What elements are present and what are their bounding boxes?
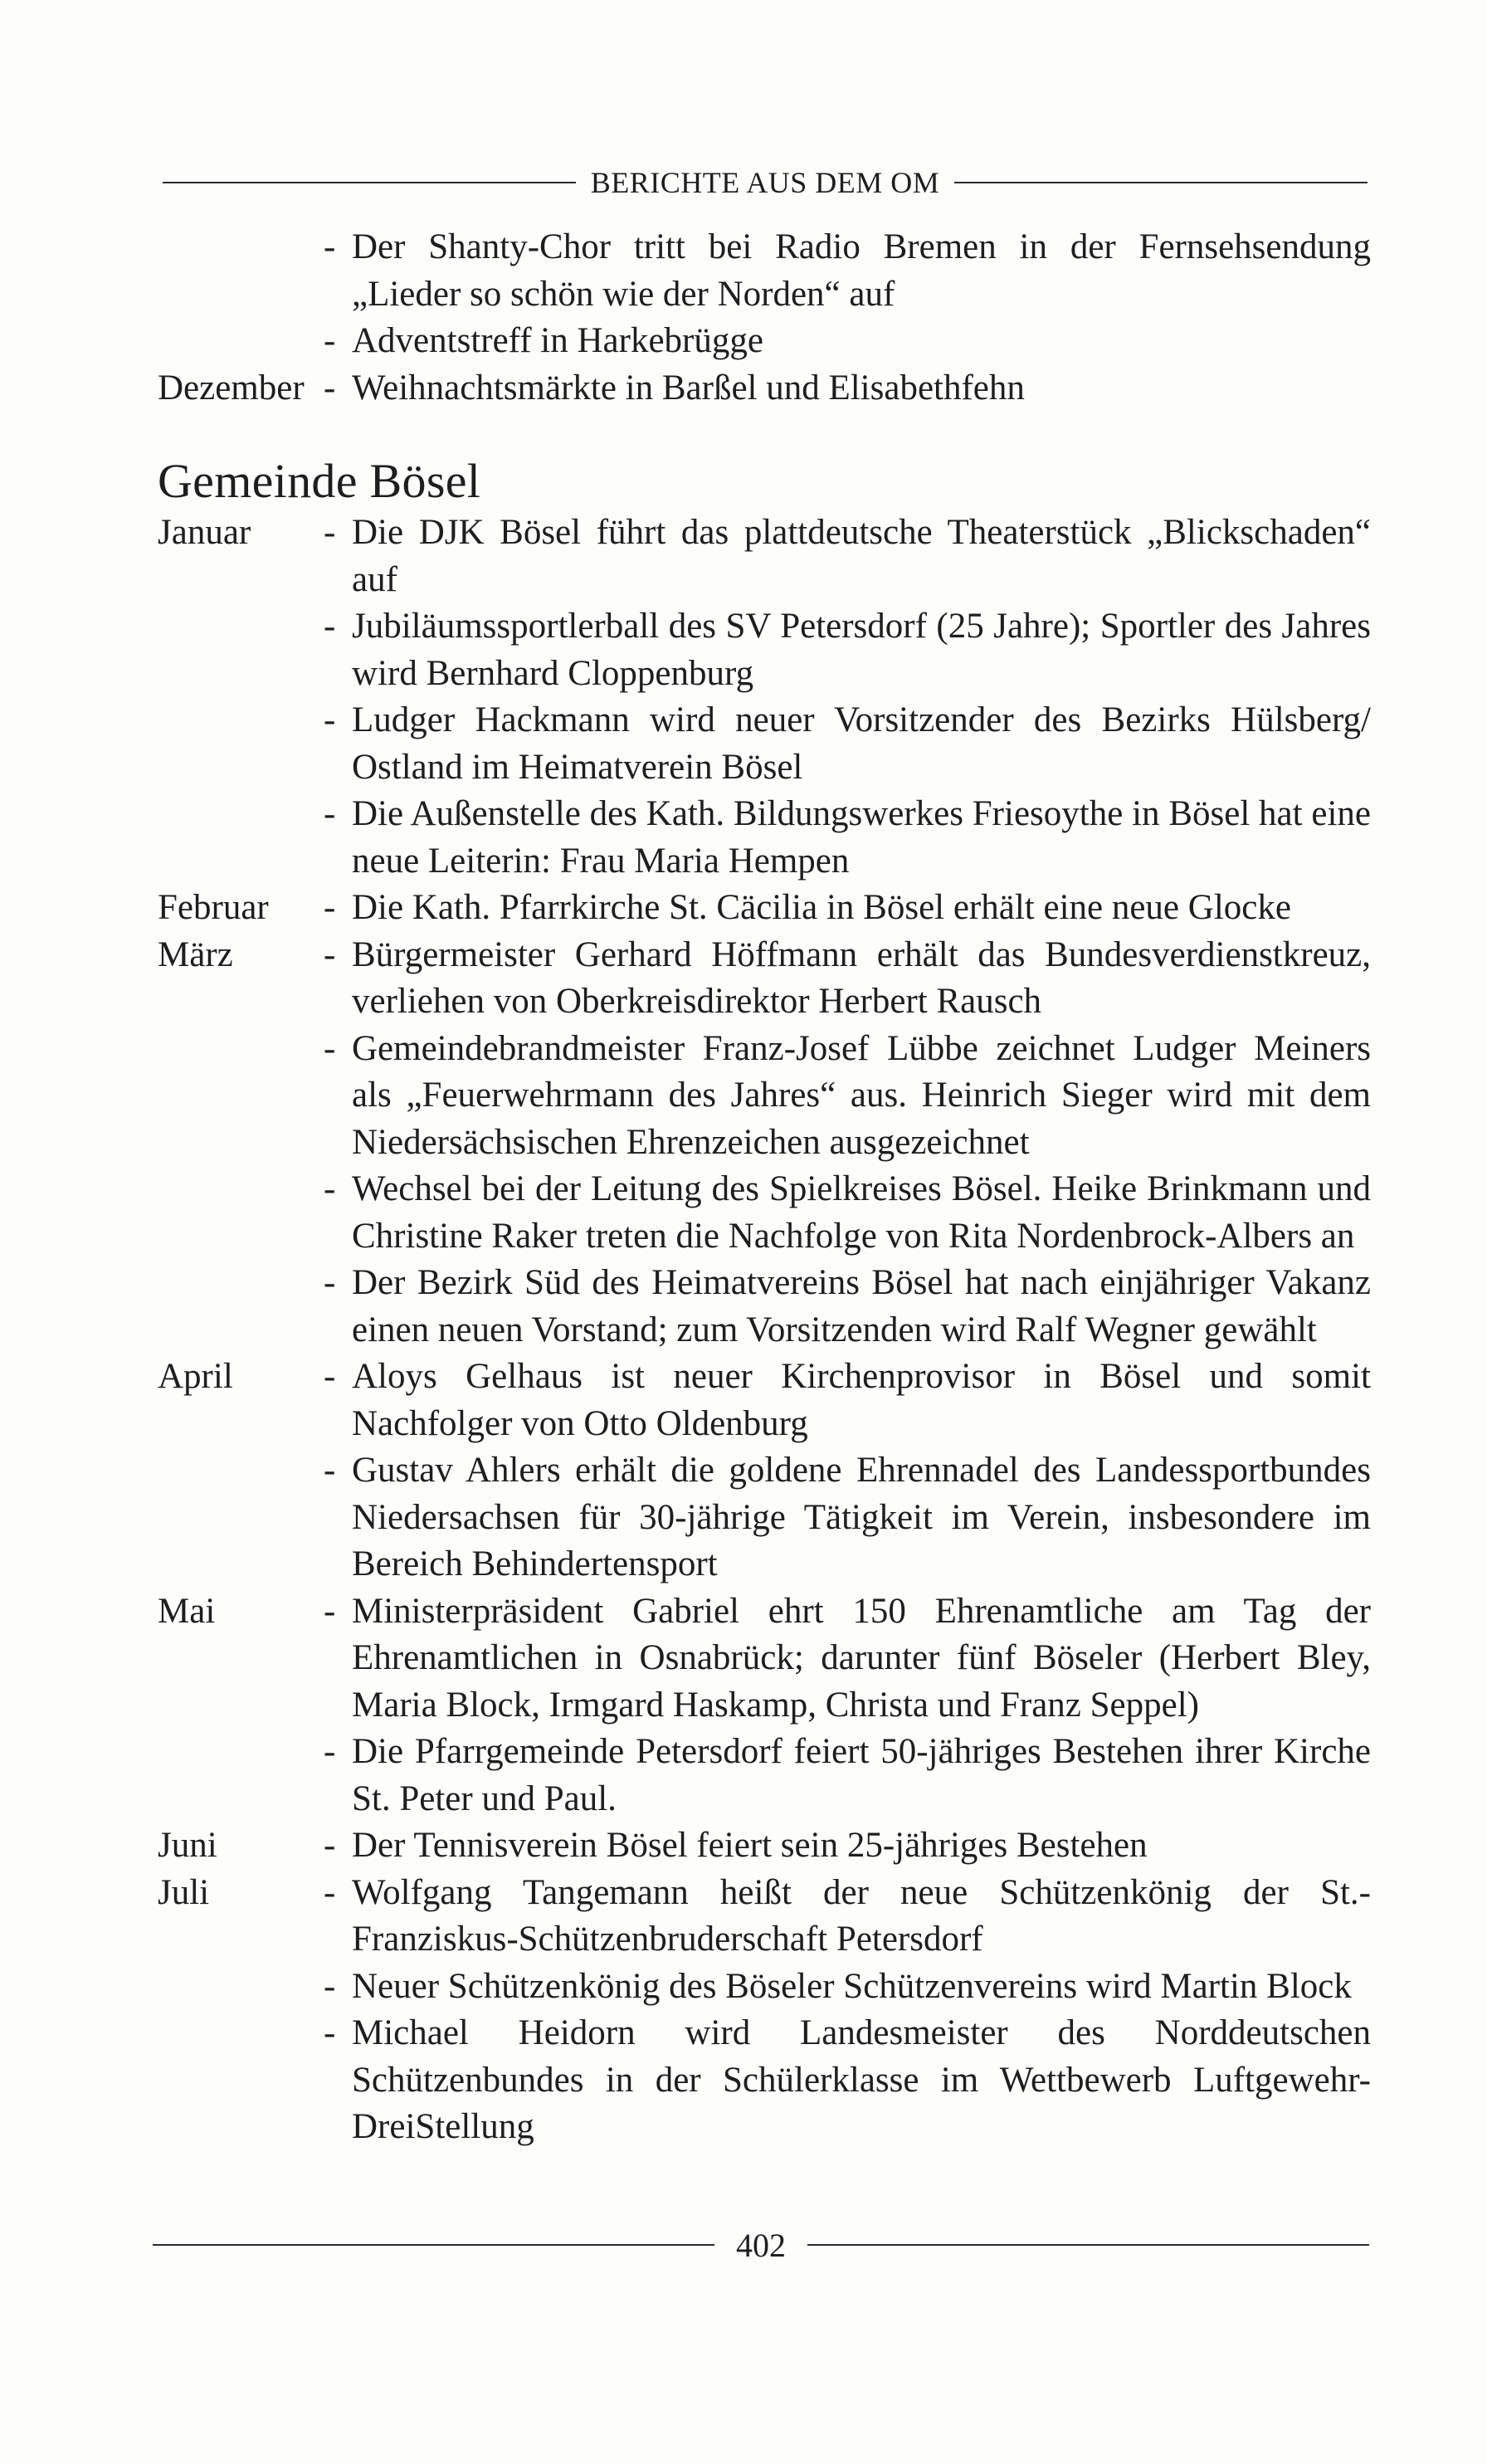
dash-bullet: -	[324, 513, 336, 552]
list-item	[158, 224, 1371, 318]
section-entries	[158, 510, 1371, 2151]
entry-text: Der Tennisverein Bösel feiert sein 25-jähriges Bestehen	[352, 1826, 1148, 1865]
entry-text: Gemeindebrandmeister Franz-Josef Lübbe zeichnet Ludger Meiners als „Feuerwehrmann des Jahres“ aus. Heinrich Sieger wird mit dem Niedersächsischen Ehrenzeichen ausgezeichnet	[352, 1028, 1371, 1162]
dash-bullet: -	[324, 1357, 336, 1396]
list-item	[158, 1447, 1371, 1588]
list-item	[158, 1729, 1371, 1822]
running-header	[163, 163, 1368, 202]
dash-bullet: -	[324, 1732, 336, 1771]
list-item	[158, 1260, 1371, 1354]
month-label: Februar	[158, 888, 269, 927]
entry-text: Die Außenstelle des Kath. Bildungswerkes Friesoythe in Bösel hat eine neue Leiterin: Frau Maria Hempen	[352, 794, 1371, 881]
dash-bullet: -	[324, 607, 336, 646]
dash-bullet: -	[324, 1028, 336, 1068]
list-item	[158, 932, 1371, 1026]
list-item	[158, 2010, 1371, 2151]
list-item	[158, 1870, 1371, 1964]
header-rule-left	[163, 182, 576, 183]
entry-text: Gustav Ahlers erhält die goldene Ehrennadel des Landessportbundes Niedersachsen für 30-jährige Tätigkeit im Verein, insbesondere im Bereich Behindertensport	[352, 1451, 1371, 1583]
list-item	[158, 365, 1371, 412]
list-item	[158, 318, 1371, 365]
carryover-list	[158, 224, 1371, 412]
dash-bullet: -	[324, 1451, 336, 1490]
dash-bullet: -	[324, 2013, 336, 2052]
entry-text: Neuer Schützenkönig des Böseler Schützenvereins wird Martin Block	[352, 1966, 1352, 2006]
entry-text: Bürgermeister Gerhard Höffmann erhält das Bundesverdienstkreuz, verliehen von Oberkreisdirektor Herbert Rausch	[352, 934, 1371, 1021]
entry-text: Ministerpräsident Gabriel ehrt 150 Ehrenamtliche am Tag der Ehrenamtlichen in Osnabrück; darunter fünf Böseler (Herbert Bley, Maria Block, Irmgard Haskamp, Christa und Franz Seppel)	[352, 1591, 1371, 1725]
month-label: Juni	[158, 1826, 217, 1865]
entry-text: Der Bezirk Süd des Heimatvereins Bösel hat nach einjähriger Vakanz einen neuen Vorstand; zum Vorsitzenden wird Ralf Wegner gewählt	[352, 1263, 1371, 1349]
entry-text: Der Shanty-Chor tritt bei Radio Bremen in der Fernsehsendung „Lieder so schön wie der Norden“ auf	[352, 227, 1371, 314]
list-item	[158, 1026, 1371, 1167]
running-footer	[153, 2224, 1369, 2266]
list-item	[158, 1964, 1371, 2011]
month-label: Dezember	[158, 368, 305, 407]
dash-bullet: -	[324, 321, 336, 360]
list-item	[158, 885, 1371, 932]
month-label: März	[158, 934, 233, 974]
entry-text: Adventstreff in Harkebrügge	[352, 321, 763, 360]
chronicle-content	[158, 224, 1371, 2151]
dash-bullet: -	[324, 794, 336, 833]
list-item	[158, 791, 1371, 885]
dash-bullet: -	[324, 1966, 336, 2006]
page-number: 402	[736, 2226, 786, 2264]
entry-text: Michael Heidorn wird Landesmeister des Norddeutschen Schützenbundes in der Schülerklasse im Wettbewerb Luftgewehr-DreiStellung	[352, 2013, 1371, 2146]
header-rule-right	[954, 182, 1368, 183]
dash-bullet: -	[324, 700, 336, 739]
header-title: BERICHTE AUS DEM OM	[590, 166, 940, 199]
list-item	[158, 510, 1371, 603]
month-label: Januar	[158, 513, 251, 552]
list-item	[158, 603, 1371, 697]
entry-text: Die Kath. Pfarrkirche St. Cäcilia in Bösel erhält eine neue Glocke	[352, 888, 1291, 927]
entry-text: Die DJK Bösel führt das plattdeutsche Theaterstück „Blickschaden“ auf	[352, 513, 1371, 599]
dash-bullet: -	[324, 934, 336, 974]
dash-bullet: -	[324, 368, 336, 407]
entry-text: Wolfgang Tangemann heißt der neue Schützenkönig der St.-Franziskus-Schützenbruderschaft Petersdorf	[352, 1872, 1371, 1959]
entry-text: Ludger Hackmann wird neuer Vorsitzender des Bezirks Hülsberg/ Ostland im Heimatverein Bösel	[352, 700, 1371, 787]
dash-bullet: -	[324, 888, 336, 927]
entry-text: Jubiläumssportlerball des SV Petersdorf (25 Jahre); Sportler des Jahres wird Bernhard Cloppenburg	[352, 607, 1371, 693]
list-item	[158, 1588, 1371, 1730]
dash-bullet: -	[324, 1591, 336, 1631]
entry-text: Die Pfarrgemeinde Petersdorf feiert 50-jähriges Bestehen ihrer Kirche St. Peter und Paul.	[352, 1732, 1371, 1818]
list-item	[158, 1166, 1371, 1260]
section-title: Gemeinde Bösel	[158, 454, 481, 508]
month-label: April	[158, 1357, 233, 1396]
entry-text: Weihnachtsmärkte in Barßel und Elisabethfehn	[352, 368, 1025, 407]
entry-text: Aloys Gelhaus ist neuer Kirchenprovisor in Bösel und somit Nachfolger von Otto Oldenburg	[352, 1357, 1371, 1443]
dash-bullet: -	[324, 1169, 336, 1208]
list-item	[158, 1822, 1371, 1870]
list-item	[158, 697, 1371, 791]
month-label: Mai	[158, 1591, 216, 1631]
entry-text: Wechsel bei der Leitung des Spielkreises Bösel. Heike Brinkmann und Christine Raker treten die Nachfolge von Rita Nordenbrock-Albers an	[352, 1169, 1371, 1256]
month-label: Juli	[158, 1872, 210, 1912]
footer-rule-left	[153, 2244, 714, 2246]
dash-bullet: -	[324, 1872, 336, 1912]
dash-bullet: -	[324, 227, 336, 266]
dash-bullet: -	[324, 1263, 336, 1302]
list-item	[158, 1354, 1371, 1447]
footer-rule-right	[807, 2244, 1369, 2246]
dash-bullet: -	[324, 1826, 336, 1865]
